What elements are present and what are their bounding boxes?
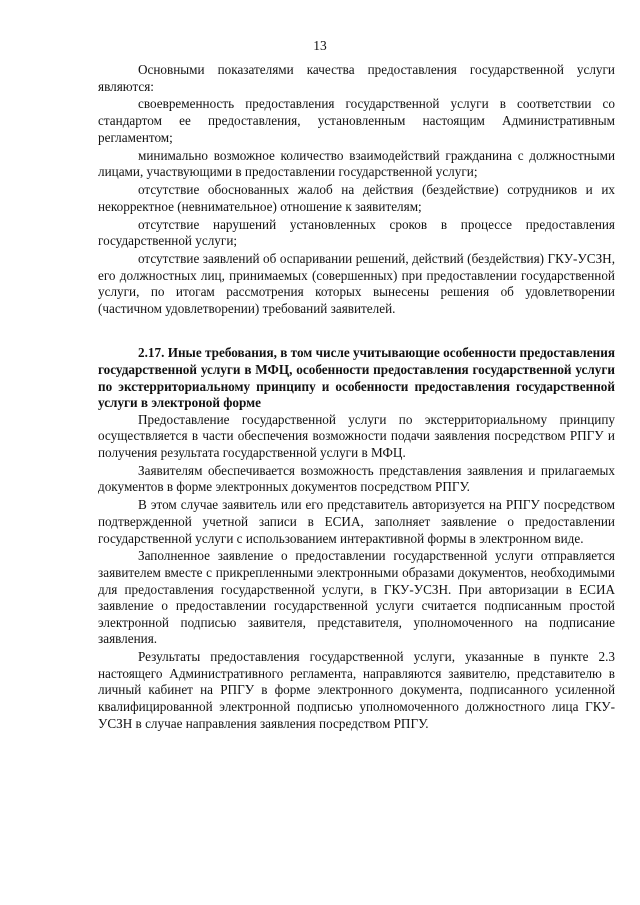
intro-paragraph-6: отсутствие заявлений об оспаривании решений, действий (бездействия) ГКУ-УСЗН, его должностных лиц, принимаемых (совершенных) при предоставлении государственной услуги, по итогам рассмотрения которых вынесены решения об удовлетворении (частичном удовлетворении) требований заявителей. [98, 251, 615, 316]
page-content [98, 62, 615, 734]
intro-paragraph-2: своевременность предоставления государственной услуги в соответствии со стандартом ее предоставления, установленным настоящим Административным регламентом; [98, 96, 615, 145]
page-number: 13 [313, 38, 327, 53]
intro-paragraph-1: Основными показателями качества предоставления государственной услуги являются: [98, 62, 615, 94]
section-paragraph-2: Заявителям обеспечивается возможность представления заявления и прилагаемых документов в форме электронных документов посредством РПГУ. [98, 462, 615, 495]
section-heading: 2.17. Иные требования, в том числе учитывающие особенности предоставления государственной услуги в МФЦ, особенности предоставления государственной услуги по экстерриториальному принципу и особенности предоставления государственной услуги в электроной форме [98, 345, 615, 411]
section-paragraph-3: В этом случае заявитель или его представитель авторизуется на РПГУ посредством подтвержденной учетной записи в ЕСИА, заполняет заявление о предоставлении государственной услуги с использованием интерактивной формы в электронном виде. [98, 497, 615, 546]
section-paragraph-4: Заполненное заявление о предоставлении государственной услуги отправляется заявителем вместе с прикрепленными электронными образами документов, необходимыми для предоставления государственной услуги, в ГКУ-УСЗН. При авторизации в ЕСИА заявление о предоставлении государственной услуги считается подписанным простой электронной подписью заявителя, представителя, уполномоченного на подписание заявления. [98, 548, 615, 647]
section-paragraph-1: Предоставление государственной услуги по экстерриториальному принципу осуществляется в части обеспечения возможности подачи заявления посредством РПГУ и получения результата государственной услуги в МФЦ. [98, 411, 615, 460]
intro-paragraph-4: отсутствие обоснованных жалоб на действия (бездействие) сотрудников и их некорректное (невнимательное) отношение к заявителям; [98, 182, 615, 214]
intro-paragraph-3: минимально возможное количество взаимодействий гражданина с должностными лицами, участвующими в предоставлении государственной услуги; [98, 147, 615, 180]
section-paragraph-5: Результаты предоставления государственной услуги, указанные в пункте 2.3 настоящего Административного регламента, направляются заявителю, представителю в личный кабинет на РПГУ в форме электронного документа, подписанного усиленной квалифицированной электронной подписью уполномоченного должностного лица ГКУ-УСЗН в случае направления заявления посредством РПГУ. [98, 649, 615, 731]
intro-paragraph-5: отсутствие нарушений установленных сроков в процессе предоставления государственной услуги; [98, 216, 615, 249]
